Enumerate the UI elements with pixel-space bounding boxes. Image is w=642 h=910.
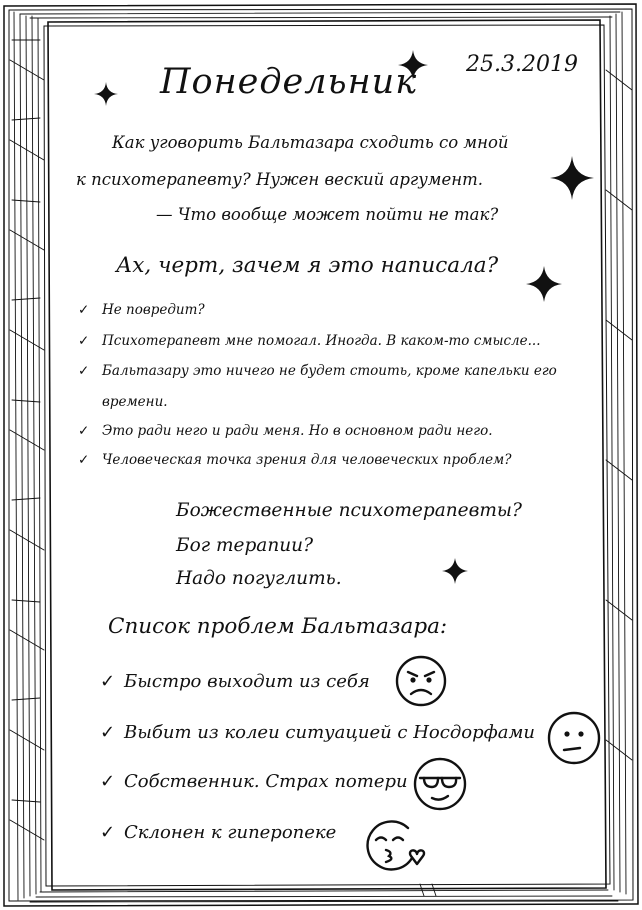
reason-item: ✓ Бальтазару это ничего не будет стоить, кроме капельки его (78, 363, 557, 379)
sparkle-icon (548, 154, 596, 202)
intro-line-3: — Что вообще может пойти не так? (156, 205, 499, 224)
intro-line-1: Как уговорить Бальтазара сходить со мной (112, 133, 509, 152)
sparkle-icon (440, 556, 470, 586)
check-icon: ✓ (100, 671, 116, 692)
problem-item: ✓ Быстро выходит из себя (100, 671, 370, 692)
check-icon: ✓ (78, 363, 90, 379)
check-icon: ✓ (100, 771, 116, 792)
check-icon: ✓ (78, 423, 90, 439)
problem-item: ✓ Склонен к гиперопеке (100, 822, 337, 843)
sparkle-icon (92, 80, 120, 108)
check-icon: ✓ (78, 452, 90, 468)
confused-face-icon (546, 710, 602, 766)
reason-item-continuation: времени. (102, 394, 168, 410)
intro-line-2: к психотерапевту? Нужен веский аргумент. (76, 170, 484, 189)
page-date: 25.3.2019 (466, 52, 578, 77)
reason-item: ✓ Это ради него и ради меня. Но в основном ради него. (78, 423, 493, 439)
sunglasses-face-icon (412, 756, 468, 812)
kiss-face-icon (362, 818, 428, 874)
problems-heading: Список проблем Бальтазара: (108, 614, 448, 639)
musing-line-2: Бог терапии? (176, 535, 313, 556)
page-title: Понедельник (160, 62, 418, 102)
check-icon: ✓ (78, 302, 90, 318)
angry-face-icon (394, 654, 448, 708)
reason-item: ✓ Человеческая точка зрения для человеческих проблем? (78, 452, 512, 468)
problem-item: ✓ Выбит из колеи ситуацией с Носдорфами (100, 722, 535, 743)
musing-line-1: Божественные психотерапевты? (176, 500, 522, 521)
check-icon: ✓ (100, 722, 116, 743)
check-icon: ✓ (100, 822, 116, 843)
check-icon: ✓ (78, 333, 90, 349)
sparkle-icon (524, 264, 564, 304)
reason-item: ✓ Психотерапевт мне помогал. Иногда. В каком-то смысле... (78, 333, 541, 349)
problem-item: ✓ Собственник. Страх потери (100, 771, 408, 792)
exclaim-heading: Ах, черт, зачем я это написала? (116, 253, 499, 278)
reason-item: ✓ Не повредит? (78, 302, 205, 318)
musing-line-3: Надо погуглить. (176, 568, 342, 589)
